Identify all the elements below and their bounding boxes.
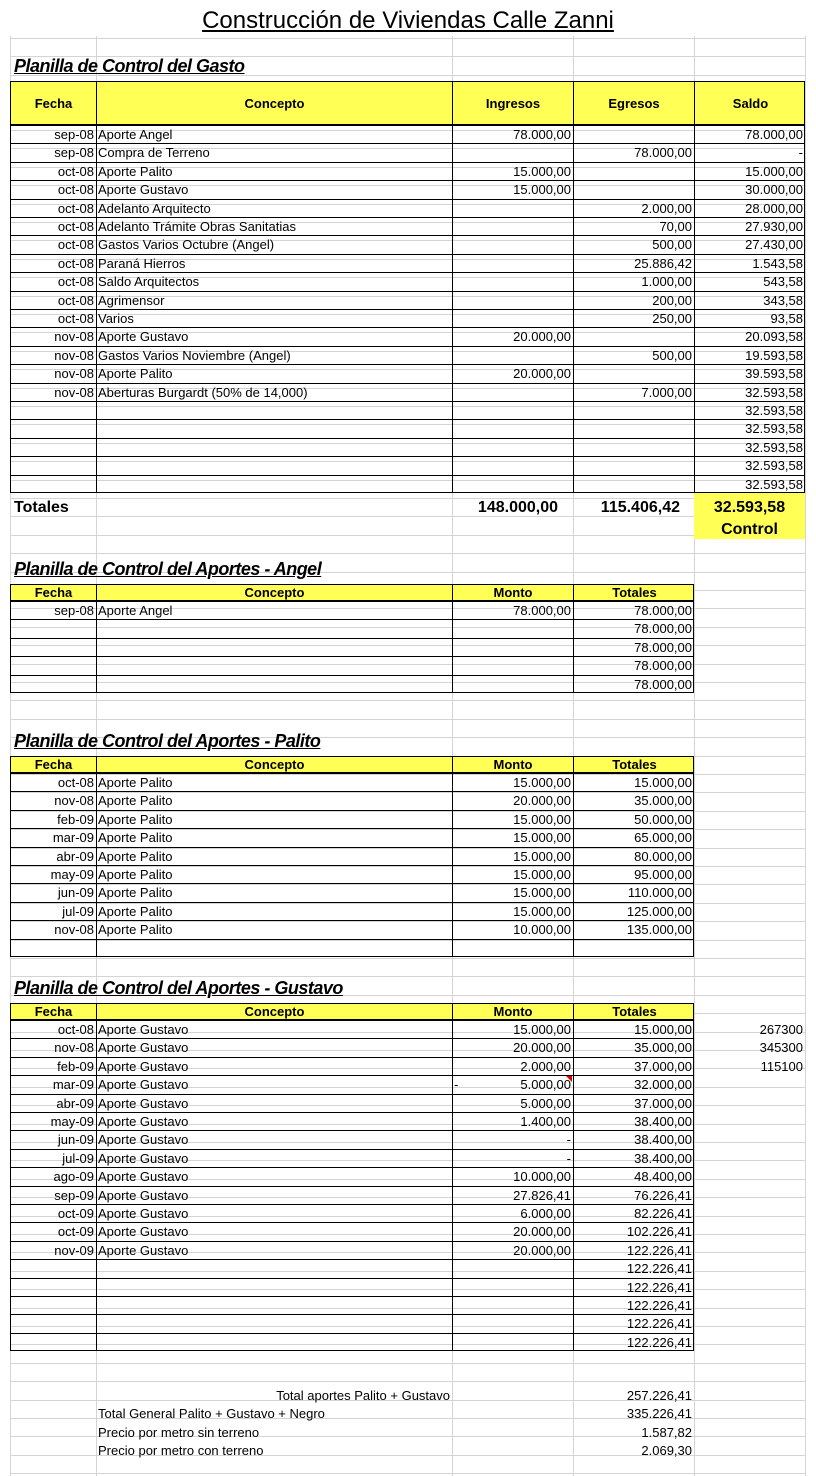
- palito-row-cell[interactable]: mar-09: [52, 830, 94, 845]
- angel-header-concepto[interactable]: Concepto: [97, 585, 453, 600]
- grid-hline: [10, 719, 805, 720]
- gustavo-row-cell[interactable]: 38.400,00: [634, 1151, 692, 1166]
- gasto-row-cell[interactable]: sep-08: [54, 145, 94, 160]
- gasto-section-title: Planilla de Control del Gasto: [14, 56, 245, 76]
- gustavo-row-cell[interactable]: [96, 1297, 452, 1314]
- gustavo-row-cell[interactable]: feb-09: [57, 1059, 94, 1074]
- palito-row-cell[interactable]: 125.000,00: [626, 904, 692, 919]
- gasto-row-cell[interactable]: 27.430,00: [745, 237, 803, 252]
- gasto-header-ingresos[interactable]: Ingresos: [453, 82, 574, 124]
- grid-hline: [10, 498, 805, 499]
- sheet-title[interactable]: Construcción de Viviendas Calle Zanni: [202, 7, 614, 34]
- angel-row-cell[interactable]: [96, 620, 452, 637]
- gasto-row-cell[interactable]: Aporte Palito: [98, 164, 173, 179]
- totals-label[interactable]: Totales: [14, 499, 69, 516]
- gasto-row-cell[interactable]: [10, 439, 96, 456]
- gasto-row-cell[interactable]: 7.000,00: [641, 385, 692, 400]
- angel-header-monto[interactable]: Monto: [453, 585, 574, 600]
- angel-header-totales[interactable]: Totales: [612, 585, 657, 600]
- gustavo-row-cell[interactable]: jul-09: [62, 1151, 94, 1166]
- gasto-row-cell[interactable]: oct-08: [57, 293, 94, 308]
- gustavo-row-cell[interactable]: [10, 1297, 96, 1314]
- gasto-row-cell[interactable]: 20.000,00: [513, 366, 571, 381]
- gasto-row-cell[interactable]: nov-08: [54, 329, 94, 344]
- angel-section-title: Planilla de Control del Aportes - Angel: [14, 559, 322, 579]
- gasto-row-cell[interactable]: [452, 439, 573, 456]
- gasto-row-cell[interactable]: Aberturas Burgardt (50% de 14,000): [98, 385, 308, 400]
- gasto-row-cell[interactable]: 78.000,00: [513, 127, 571, 142]
- gustavo-row-cell[interactable]: 15.000,00: [513, 1022, 571, 1037]
- palito-row-cell[interactable]: Aporte Palito: [98, 775, 173, 790]
- mar-09-minus[interactable]: -: [454, 1077, 459, 1092]
- angel-row-cell[interactable]: 78.000,00: [634, 677, 692, 692]
- palito-row-cell[interactable]: 95.000,00: [634, 867, 692, 882]
- palito-row-cell[interactable]: Aporte Palito: [98, 812, 173, 827]
- gasto-row-cell[interactable]: 15.000,00: [513, 182, 571, 197]
- gasto-row-cell[interactable]: 343,58: [763, 293, 803, 308]
- gasto-header-egresos[interactable]: Egresos: [574, 82, 695, 124]
- gustavo-row-cell[interactable]: [452, 1334, 573, 1351]
- gasto-row-cell[interactable]: 93,58: [770, 311, 803, 326]
- gasto-row-cell[interactable]: oct-08: [57, 311, 94, 326]
- gustavo-row-cell[interactable]: 122.226,41: [626, 1298, 692, 1313]
- gustavo-row-cell[interactable]: [10, 1279, 96, 1296]
- gasto-row-cell[interactable]: [452, 476, 573, 493]
- angel-row-cell[interactable]: Aporte Angel: [98, 603, 173, 618]
- palito-row-cell[interactable]: jul-09: [62, 904, 94, 919]
- gasto-row-cell[interactable]: [452, 292, 573, 309]
- gustavo-row-cell[interactable]: 37.000,00: [634, 1059, 692, 1074]
- gasto-row-cell[interactable]: nov-08: [54, 348, 94, 363]
- summary-value[interactable]: 257.226,41: [626, 1388, 692, 1403]
- grid-hline: [10, 958, 805, 959]
- palito-row-cell[interactable]: 110.000,00: [627, 885, 692, 900]
- gasto-row-cell[interactable]: 200,00: [652, 293, 692, 308]
- palito-row-cell[interactable]: Aporte Palito: [98, 830, 173, 845]
- angel-row-cell[interactable]: [452, 639, 573, 656]
- comment-marker-icon: [566, 1076, 572, 1082]
- gasto-row-cell[interactable]: [452, 273, 573, 290]
- total-saldo[interactable]: 32.593,58: [713, 499, 786, 516]
- side-value[interactable]: 345300: [759, 1040, 803, 1055]
- gustavo-row-cell[interactable]: Aporte Gustavo: [98, 1059, 189, 1074]
- gasto-row-cell[interactable]: Aporte Gustavo: [98, 329, 189, 344]
- angel-row-cell[interactable]: [96, 657, 452, 674]
- gustavo-row-cell[interactable]: abr-09: [56, 1096, 94, 1111]
- palito-row-cell[interactable]: Aporte Palito: [98, 793, 173, 808]
- grid-hline: [10, 1381, 805, 1382]
- angel-header-fecha[interactable]: Fecha: [11, 585, 97, 600]
- gasto-row-cell[interactable]: 32.593,58: [745, 477, 803, 492]
- gasto-row-cell[interactable]: [96, 420, 452, 437]
- gasto-row-cell[interactable]: [10, 476, 96, 493]
- gasto-row-cell[interactable]: [573, 328, 694, 345]
- gasto-row-cell[interactable]: [452, 384, 573, 401]
- gasto-row-cell[interactable]: 30.000,00: [745, 182, 803, 197]
- gasto-row-cell[interactable]: Aporte Angel: [98, 127, 173, 142]
- gasto-row-cell[interactable]: [96, 457, 452, 474]
- gasto-row-cell[interactable]: Gastos Varios Noviembre (Angel): [98, 348, 291, 363]
- gasto-row-cell[interactable]: 2.000,00: [641, 201, 692, 216]
- palito-header-totales[interactable]: Totales: [612, 757, 657, 772]
- gasto-row-cell[interactable]: -: [798, 145, 803, 160]
- gasto-row-cell[interactable]: [452, 200, 573, 217]
- palito-row-cell[interactable]: 15.000,00: [513, 849, 571, 864]
- gasto-row-cell[interactable]: oct-08: [57, 219, 94, 234]
- gustavo-row-cell[interactable]: 35.000,00: [634, 1040, 692, 1055]
- gasto-header-row: [10, 81, 805, 125]
- palito-row-cell[interactable]: 15.000,00: [513, 885, 571, 900]
- gasto-row-cell[interactable]: [452, 236, 573, 253]
- gustavo-row-cell[interactable]: 122.226,41: [626, 1280, 692, 1295]
- angel-row-cell[interactable]: 78.000,00: [634, 603, 692, 618]
- gasto-header-fecha[interactable]: Fecha: [11, 82, 97, 124]
- angel-row-cell[interactable]: [10, 639, 96, 656]
- gustavo-row-cell[interactable]: Aporte Gustavo: [98, 1188, 189, 1203]
- gustavo-row-cell[interactable]: 15.000,00: [634, 1022, 692, 1037]
- palito-row-cell[interactable]: Aporte Palito: [98, 885, 173, 900]
- grid-hline: [10, 516, 805, 517]
- gustavo-row-cell[interactable]: sep-09: [54, 1188, 94, 1203]
- gasto-row-cell[interactable]: Adelanto Trámite Obras Sanitatias: [98, 219, 296, 234]
- gasto-row-cell[interactable]: 78.000,00: [634, 145, 692, 160]
- gasto-row-cell[interactable]: [452, 457, 573, 474]
- palito-row-cell[interactable]: 65.000,00: [634, 830, 692, 845]
- gasto-row-cell[interactable]: 32.593,58: [745, 403, 803, 418]
- gasto-row-cell[interactable]: nov-08: [54, 366, 94, 381]
- gustavo-row-cell[interactable]: 82.226,41: [634, 1206, 692, 1221]
- gasto-row-cell[interactable]: [452, 347, 573, 364]
- palito-row-cell[interactable]: Aporte Palito: [98, 849, 173, 864]
- palito-row-cell[interactable]: 50.000,00: [634, 812, 692, 827]
- palito-header-fecha[interactable]: Fecha: [11, 757, 97, 772]
- gustavo-row-cell[interactable]: Aporte Gustavo: [98, 1224, 189, 1239]
- gustavo-header-monto[interactable]: Monto: [453, 1004, 574, 1019]
- gasto-row-cell[interactable]: 32.593,58: [745, 440, 803, 455]
- gasto-row-cell[interactable]: [573, 126, 694, 143]
- gustavo-row-cell[interactable]: 37.000,00: [634, 1096, 692, 1111]
- gustavo-row-cell[interactable]: [96, 1260, 452, 1277]
- gustavo-row-cell[interactable]: 5.000,00: [520, 1077, 571, 1092]
- gasto-row-cell[interactable]: 543,58: [763, 274, 803, 289]
- gasto-row-cell[interactable]: oct-08: [57, 256, 94, 271]
- gasto-row-cell[interactable]: 15.000,00: [513, 164, 571, 179]
- palito-row-cell[interactable]: 15.000,00: [513, 812, 571, 827]
- palito-row-cell[interactable]: 15.000,00: [513, 775, 571, 790]
- gasto-row-cell[interactable]: 20.093,58: [745, 329, 803, 344]
- gustavo-row-cell[interactable]: 48.400,00: [634, 1169, 692, 1184]
- gasto-row-cell[interactable]: [573, 402, 694, 419]
- gasto-row-cell[interactable]: 32.593,58: [745, 421, 803, 436]
- gustavo-row-cell[interactable]: ago-09: [53, 1169, 94, 1184]
- gasto-row-cell[interactable]: [10, 402, 96, 419]
- gasto-row-cell[interactable]: [452, 402, 573, 419]
- gasto-row-cell[interactable]: Gastos Varios Octubre (Angel): [98, 237, 275, 252]
- angel-row-cell[interactable]: 78.000,00: [634, 640, 692, 655]
- angel-row-cell[interactable]: [452, 676, 573, 693]
- palito-row-cell[interactable]: oct-08: [57, 775, 94, 790]
- gustavo-row-cell[interactable]: -: [566, 1151, 571, 1166]
- gasto-row-cell[interactable]: sep-08: [54, 127, 94, 142]
- palito-row-cell[interactable]: [452, 940, 573, 957]
- gustavo-row-cell[interactable]: mar-09: [52, 1077, 94, 1092]
- gustavo-row-cell[interactable]: Aporte Gustavo: [98, 1132, 189, 1147]
- gasto-row-cell[interactable]: Compra de Terreno: [98, 145, 210, 160]
- angel-row-cell[interactable]: [10, 676, 96, 693]
- summary-value[interactable]: 335.226,41: [626, 1406, 692, 1421]
- gasto-row-cell[interactable]: [452, 255, 573, 272]
- gustavo-row-cell[interactable]: [452, 1260, 573, 1277]
- gasto-row-cell[interactable]: [10, 420, 96, 437]
- gustavo-row-cell[interactable]: 122.226,41: [626, 1335, 692, 1350]
- gustavo-row-cell[interactable]: Aporte Gustavo: [98, 1077, 189, 1092]
- gasto-row-cell[interactable]: Agrimensor: [98, 293, 165, 308]
- gasto-row-cell[interactable]: [573, 476, 694, 493]
- summary-label[interactable]: Precio por metro con terreno: [98, 1443, 264, 1458]
- gasto-row-cell[interactable]: 20.000,00: [513, 329, 571, 344]
- gasto-row-cell[interactable]: Saldo Arquitectos: [98, 274, 200, 289]
- gasto-row-cell[interactable]: oct-08: [57, 201, 94, 216]
- gasto-row-cell[interactable]: oct-08: [57, 237, 94, 252]
- gustavo-row-cell[interactable]: [10, 1315, 96, 1332]
- gustavo-row-cell[interactable]: Aporte Gustavo: [98, 1096, 189, 1111]
- summary-value[interactable]: 2.069,30: [641, 1443, 692, 1458]
- gustavo-row-cell[interactable]: nov-08: [54, 1040, 94, 1055]
- angel-row-cell[interactable]: [452, 620, 573, 637]
- gasto-row-cell[interactable]: [10, 457, 96, 474]
- palito-row-cell[interactable]: feb-09: [57, 812, 94, 827]
- grid-vline: [805, 36, 806, 1476]
- gasto-row-cell[interactable]: 1.543,58: [752, 256, 803, 271]
- grid-hline: [10, 553, 805, 554]
- palito-header-row: [10, 756, 694, 773]
- grid-hline: [10, 1473, 805, 1474]
- gasto-row-cell[interactable]: oct-08: [57, 182, 94, 197]
- gustavo-row-cell[interactable]: 6.000,00: [520, 1206, 571, 1221]
- gasto-row-cell[interactable]: Paraná Hierros: [98, 256, 186, 271]
- gustavo-header-fecha[interactable]: Fecha: [11, 1004, 97, 1019]
- gasto-row-cell[interactable]: [452, 218, 573, 235]
- total-ingresos[interactable]: 148.000,00: [477, 499, 558, 516]
- gustavo-row-cell[interactable]: 20.000,00: [513, 1040, 571, 1055]
- summary-label[interactable]: Total aportes Palito + Gustavo: [276, 1388, 450, 1403]
- palito-row-cell[interactable]: 10.000,00: [513, 922, 571, 937]
- gasto-row-cell[interactable]: 500,00: [652, 237, 692, 252]
- gustavo-row-cell[interactable]: 102.226,41: [626, 1224, 692, 1239]
- gasto-row-cell[interactable]: 28.000,00: [745, 201, 803, 216]
- palito-row-cell[interactable]: 135.000,00: [626, 922, 692, 937]
- gasto-row-cell[interactable]: 70,00: [659, 219, 692, 234]
- palito-row-cell[interactable]: 15.000,00: [634, 775, 692, 790]
- palito-row-cell[interactable]: Aporte Palito: [98, 867, 173, 882]
- gasto-row-cell[interactable]: 27.930,00: [745, 219, 803, 234]
- palito-row-cell[interactable]: 15.000,00: [513, 830, 571, 845]
- gustavo-row-cell[interactable]: [96, 1315, 452, 1332]
- gustavo-row-cell[interactable]: [96, 1334, 452, 1351]
- gasto-row-cell[interactable]: 250,00: [652, 311, 692, 326]
- gustavo-row-cell[interactable]: [10, 1334, 96, 1351]
- gasto-row-cell[interactable]: Aporte Palito: [98, 366, 173, 381]
- gasto-row-cell[interactable]: oct-08: [57, 164, 94, 179]
- grid-hline: [10, 38, 805, 39]
- gasto-row-cell[interactable]: 15.000,00: [745, 164, 803, 179]
- palito-row-cell[interactable]: nov-08: [54, 793, 94, 808]
- palito-row-cell[interactable]: 20.000,00: [513, 793, 571, 808]
- palito-row-cell[interactable]: may-09: [50, 867, 94, 882]
- gasto-row-cell[interactable]: 1.000,00: [641, 274, 692, 289]
- gustavo-row-cell[interactable]: [452, 1297, 573, 1314]
- gustavo-row-cell[interactable]: 5.000,00: [520, 1096, 571, 1111]
- palito-row-cell[interactable]: abr-09: [56, 849, 94, 864]
- gasto-row-cell[interactable]: nov-08: [54, 385, 94, 400]
- palito-row-cell[interactable]: jun-09: [57, 885, 94, 900]
- palito-row-cell[interactable]: 15.000,00: [513, 904, 571, 919]
- gustavo-row-cell[interactable]: Aporte Gustavo: [98, 1114, 189, 1129]
- gustavo-header-row: [10, 1003, 694, 1020]
- grid-hline: [10, 1363, 805, 1364]
- gustavo-row-cell[interactable]: 122.226,41: [626, 1316, 692, 1331]
- summary-label[interactable]: Precio por metro sin terreno: [98, 1425, 260, 1440]
- gustavo-row-cell[interactable]: 10.000,00: [513, 1169, 571, 1184]
- palito-row-cell[interactable]: Aporte Palito: [98, 904, 173, 919]
- gustavo-row-cell[interactable]: 122.226,41: [626, 1243, 692, 1258]
- gasto-row-cell[interactable]: 19.593,58: [745, 348, 803, 363]
- gustavo-row-cell[interactable]: [10, 1260, 96, 1277]
- gustavo-row-cell[interactable]: 32.000,00: [634, 1077, 692, 1092]
- gasto-row-cell[interactable]: [452, 144, 573, 161]
- summary-value[interactable]: 1.587,82: [641, 1425, 692, 1440]
- palito-row-cell[interactable]: nov-08: [54, 922, 94, 937]
- total-egresos[interactable]: 115.406,42: [600, 499, 680, 516]
- gasto-row-cell[interactable]: oct-08: [57, 274, 94, 289]
- gasto-row-cell[interactable]: 32.593,58: [745, 385, 803, 400]
- palito-row-cell[interactable]: Aporte Palito: [98, 922, 173, 937]
- palito-header-monto[interactable]: Monto: [453, 757, 574, 772]
- gustavo-row-cell[interactable]: Aporte Gustavo: [98, 1243, 189, 1258]
- angel-row-cell[interactable]: 78.000,00: [634, 658, 692, 673]
- gustavo-row-cell[interactable]: oct-09: [57, 1206, 94, 1221]
- gustavo-row-cell[interactable]: Aporte Gustavo: [98, 1151, 189, 1166]
- gasto-row-cell[interactable]: 500,00: [652, 348, 692, 363]
- gustavo-row-cell[interactable]: 1.400,00: [520, 1114, 571, 1129]
- gasto-row-cell[interactable]: 25.886,42: [634, 256, 692, 271]
- grid-hline: [10, 700, 805, 701]
- gustavo-row-cell[interactable]: nov-09: [54, 1243, 94, 1258]
- palito-row-cell[interactable]: 80.000,00: [634, 849, 692, 864]
- gustavo-header-concepto[interactable]: Concepto: [97, 1004, 453, 1019]
- palito-section-title: Planilla de Control del Aportes - Palito: [14, 731, 321, 751]
- gasto-row-cell[interactable]: [573, 420, 694, 437]
- gustavo-row-cell[interactable]: Aporte Gustavo: [98, 1169, 189, 1184]
- gasto-row-cell[interactable]: [573, 181, 694, 198]
- gasto-row-cell[interactable]: [573, 439, 694, 456]
- gasto-row-cell[interactable]: 39.593,58: [745, 366, 803, 381]
- gasto-row-cell[interactable]: Aporte Gustavo: [98, 182, 189, 197]
- gasto-row-cell[interactable]: [573, 163, 694, 180]
- summary-label[interactable]: Total General Palito + Gustavo + Negro: [98, 1406, 325, 1421]
- gustavo-row-cell[interactable]: 122.226,41: [626, 1261, 692, 1276]
- gustavo-row-cell[interactable]: 38.400,00: [634, 1132, 692, 1147]
- side-value[interactable]: 267300: [759, 1022, 803, 1037]
- palito-row-cell[interactable]: 35.000,00: [634, 793, 692, 808]
- gasto-row-cell[interactable]: [573, 365, 694, 382]
- gustavo-row-cell[interactable]: [452, 1315, 573, 1332]
- grid-hline: [10, 535, 805, 536]
- gustavo-row-cell[interactable]: 20.000,00: [513, 1224, 571, 1239]
- gustavo-row-cell[interactable]: may-09: [50, 1114, 94, 1129]
- palito-row-cell[interactable]: [96, 940, 452, 957]
- gustavo-row-cell[interactable]: 20.000,00: [513, 1243, 571, 1258]
- angel-row-cell[interactable]: sep-08: [54, 603, 94, 618]
- gustavo-row-cell[interactable]: Aporte Gustavo: [98, 1206, 189, 1221]
- palito-header-concepto[interactable]: Concepto: [97, 757, 453, 772]
- gustavo-row-cell[interactable]: oct-09: [57, 1224, 94, 1239]
- gustavo-row-cell[interactable]: oct-08: [57, 1022, 94, 1037]
- palito-row-cell[interactable]: 15.000,00: [513, 867, 571, 882]
- gustavo-row-cell[interactable]: [96, 1279, 452, 1296]
- control-label[interactable]: Control: [721, 521, 778, 538]
- gustavo-row-cell[interactable]: [452, 1279, 573, 1296]
- gasto-row-cell[interactable]: [452, 310, 573, 327]
- gasto-row-cell[interactable]: Adelanto Arquitecto: [98, 201, 211, 216]
- angel-row-cell[interactable]: 78.000,00: [634, 621, 692, 636]
- gasto-row-cell[interactable]: Varios: [98, 311, 134, 326]
- gustavo-header-totales[interactable]: Totales: [612, 1004, 657, 1019]
- gustavo-row-cell[interactable]: Aporte Gustavo: [98, 1040, 189, 1055]
- gasto-header-saldo[interactable]: Saldo: [732, 95, 769, 111]
- gustavo-row-cell[interactable]: 27.826,41: [513, 1188, 571, 1203]
- angel-row-cell[interactable]: [452, 657, 573, 674]
- angel-row-cell[interactable]: [96, 676, 452, 693]
- gasto-row-cell[interactable]: [96, 402, 452, 419]
- gustavo-section-title: Planilla de Control del Aportes - Gustavo: [14, 978, 343, 998]
- gustavo-row-cell[interactable]: jun-09: [57, 1132, 94, 1147]
- gasto-row-cell[interactable]: 78.000,00: [745, 127, 803, 142]
- gasto-row-cell[interactable]: [452, 420, 573, 437]
- angel-row-cell[interactable]: [96, 639, 452, 656]
- side-value[interactable]: 115100: [760, 1059, 803, 1074]
- gustavo-row-cell[interactable]: 2.000,00: [520, 1059, 571, 1074]
- gustavo-row-cell[interactable]: Aporte Gustavo: [98, 1022, 189, 1037]
- gasto-row-cell[interactable]: [573, 457, 694, 474]
- gasto-row-cell[interactable]: [96, 439, 452, 456]
- palito-row-cell[interactable]: [573, 940, 694, 957]
- gasto-row-cell[interactable]: [96, 476, 452, 493]
- angel-row-cell[interactable]: [10, 657, 96, 674]
- gasto-header-concepto[interactable]: Concepto: [97, 82, 453, 124]
- angel-header-row: [10, 584, 694, 601]
- angel-row-cell[interactable]: [10, 620, 96, 637]
- palito-row-cell[interactable]: [10, 940, 96, 957]
- gustavo-row-cell[interactable]: 76.226,41: [634, 1188, 692, 1203]
- gustavo-row-cell[interactable]: 38.400,00: [634, 1114, 692, 1129]
- gasto-row-cell[interactable]: 32.593,58: [745, 458, 803, 473]
- angel-row-cell[interactable]: 78.000,00: [513, 603, 571, 618]
- gustavo-row-cell[interactable]: -: [566, 1132, 571, 1147]
